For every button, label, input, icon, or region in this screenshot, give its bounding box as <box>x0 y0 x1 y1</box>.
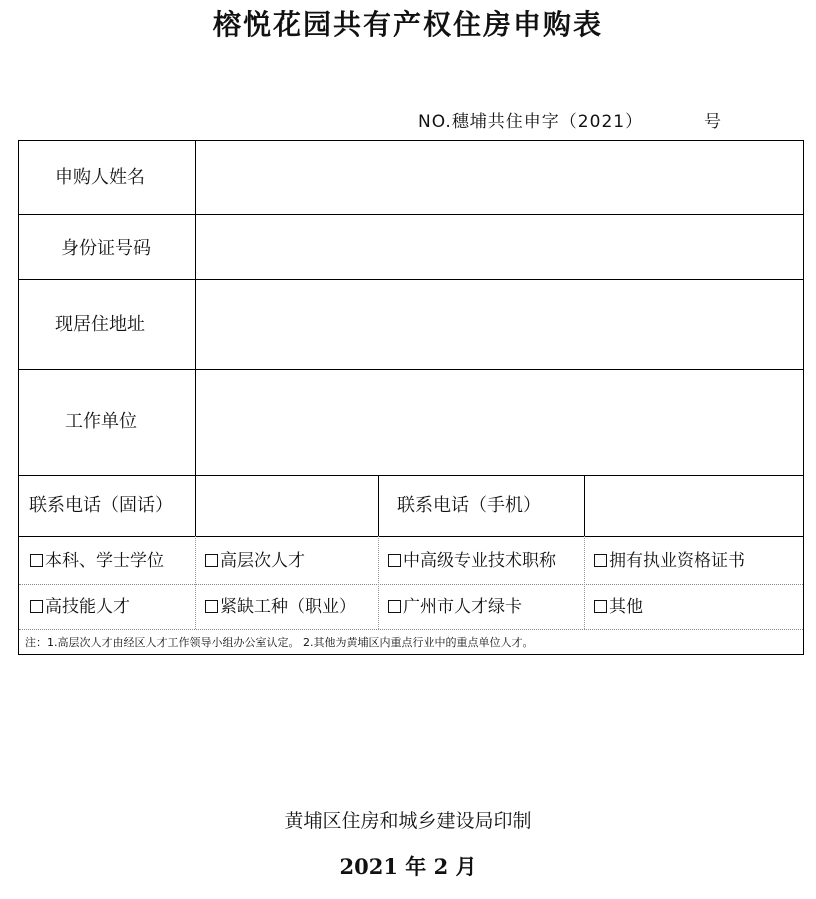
issuer-text: 黄埔区住房和城乡建设局印制 <box>284 810 532 832</box>
phone-mobile-field[interactable] <box>585 476 803 536</box>
issue-date: 2021 年 2 月 <box>339 854 477 879</box>
form-title: 榕悦花园共有产权住房申购表 <box>212 8 603 41</box>
checkbox-icon <box>594 554 607 567</box>
checkbox-label: 紧缺工种（职业） <box>220 597 356 617</box>
checkbox-icon <box>388 554 401 567</box>
work-unit-label: 工作单位 <box>65 411 137 432</box>
checkbox-icon <box>30 554 43 567</box>
checkbox-talent-green-card[interactable] <box>388 597 522 617</box>
row-divider <box>19 584 803 585</box>
checkbox-high-skill-talent[interactable] <box>30 597 130 617</box>
checkbox-other[interactable] <box>594 597 643 617</box>
applicant-name-label: 申购人姓名 <box>55 167 145 188</box>
checkbox-shortage-occupation[interactable] <box>205 597 356 617</box>
column-divider <box>378 536 379 629</box>
document-number-text: NO.穗埔共住申字（2021） <box>418 112 644 132</box>
row-divider <box>19 536 803 537</box>
checkbox-bachelor-degree[interactable] <box>30 551 164 571</box>
id-number-label: 身份证号码 <box>61 238 151 259</box>
checkbox-label: 高技能人才 <box>45 597 130 617</box>
checkbox-label: 广州市人才绿卡 <box>403 597 522 617</box>
checkbox-icon <box>388 600 401 613</box>
checkbox-professional-title[interactable] <box>388 551 556 571</box>
phone-landline-label: 联系电话（固话） <box>29 495 173 516</box>
document-number-suffix: 号 <box>704 112 722 132</box>
id-number-field[interactable] <box>196 215 803 279</box>
checkbox-label: 其他 <box>609 597 643 617</box>
checkbox-icon <box>30 600 43 613</box>
checkbox-qualification-certificate[interactable] <box>594 551 745 571</box>
address-label: 现居住地址 <box>55 314 145 335</box>
column-divider <box>584 536 585 629</box>
phone-mobile-label: 联系电话（手机） <box>397 495 541 516</box>
checkbox-label: 拥有执业资格证书 <box>609 551 745 571</box>
checkbox-icon <box>594 600 607 613</box>
address-field[interactable] <box>196 280 803 369</box>
checkbox-label: 本科、学士学位 <box>45 551 164 571</box>
application-form-table <box>18 140 804 655</box>
applicant-name-field[interactable] <box>196 141 803 214</box>
footnote: 注：1.高层次人才由经区人才工作领导小组办公室认定。 2.其他为黄埔区内重点行业中的重点单位人才。 <box>25 636 534 649</box>
checkbox-label: 高层次人才 <box>220 551 305 571</box>
work-unit-field[interactable] <box>196 370 803 475</box>
column-divider <box>378 475 379 536</box>
checkbox-label: 中高级专业技术职称 <box>403 551 556 571</box>
document-number <box>418 107 722 132</box>
row-divider <box>19 629 803 630</box>
column-divider <box>195 536 196 629</box>
checkbox-icon <box>205 600 218 613</box>
checkbox-icon <box>205 554 218 567</box>
phone-landline-field[interactable] <box>196 476 378 536</box>
checkbox-high-level-talent[interactable] <box>205 551 305 571</box>
